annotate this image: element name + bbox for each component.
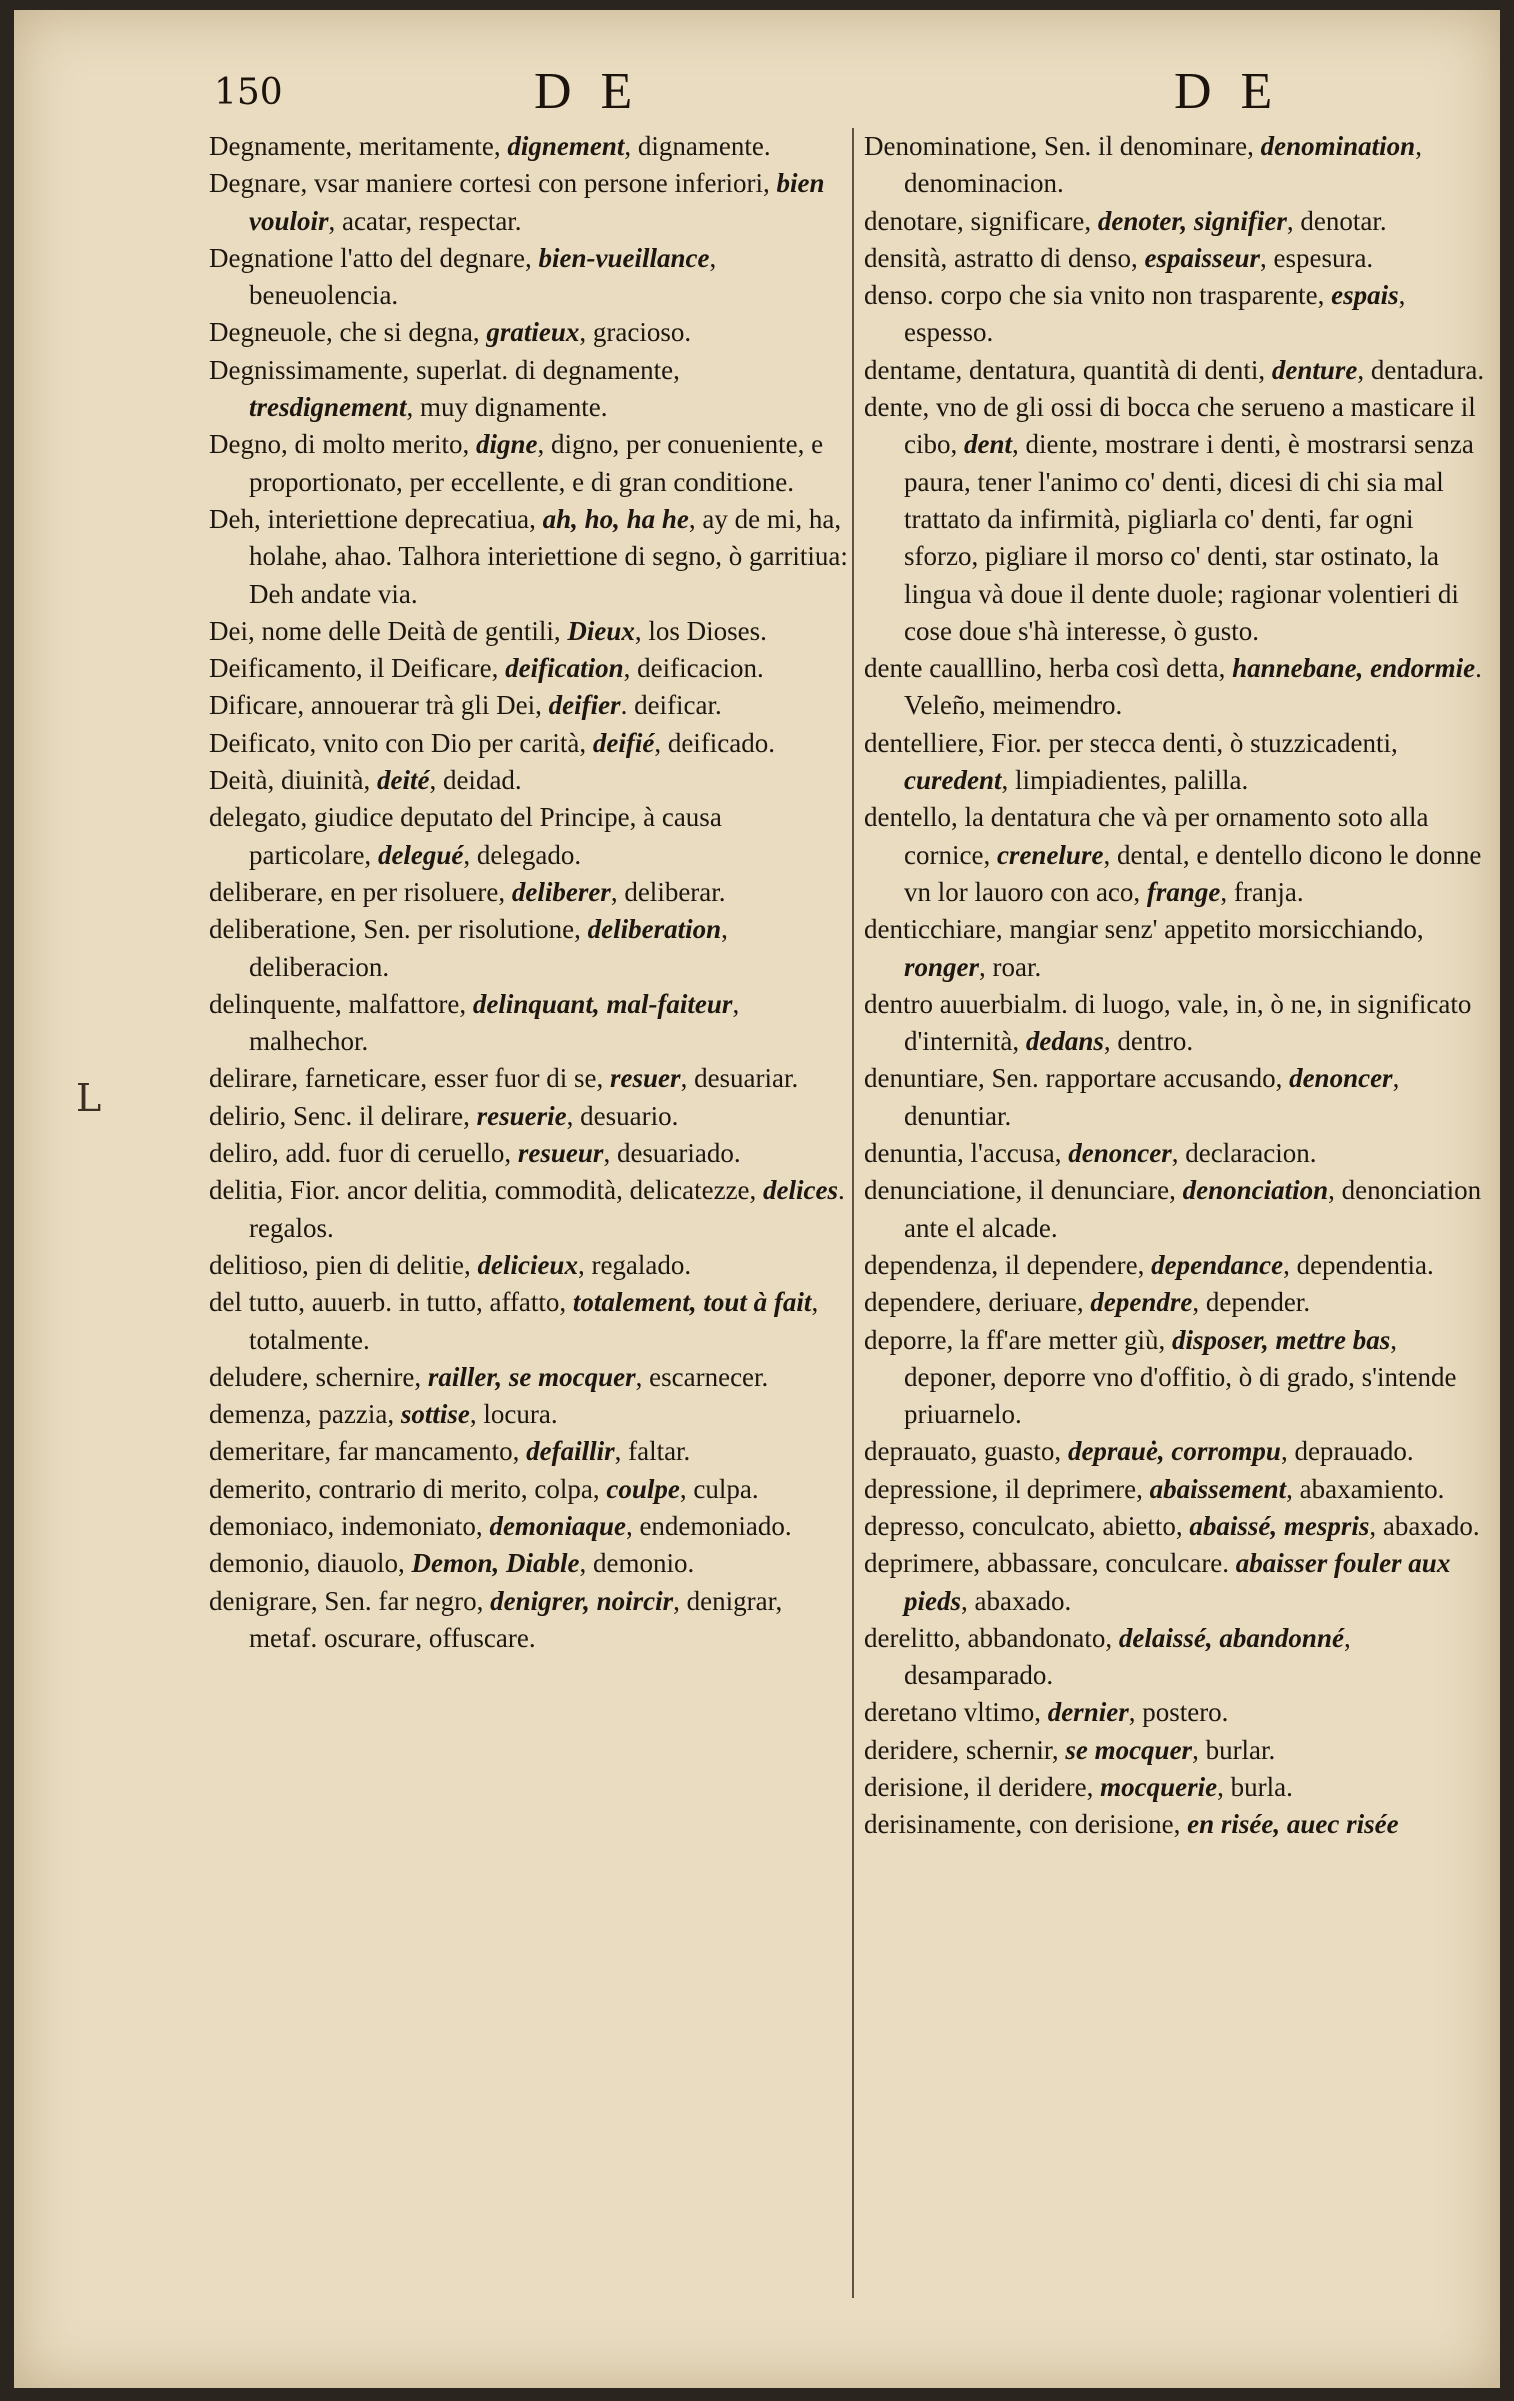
- dictionary-entry: [209, 799, 849, 874]
- french-equivalent: deifier: [548, 690, 621, 721]
- entry-text: , desuariar.: [680, 1063, 799, 1094]
- entry-text: , franja.: [1220, 876, 1304, 907]
- entry-text: , delegado.: [463, 839, 582, 870]
- entry-text: , deliberar.: [610, 876, 726, 907]
- entry-text: delitioso, pien di delitie,: [209, 1249, 478, 1280]
- french-equivalent: dignement: [507, 131, 625, 161]
- french-equivalent: dernier: [1047, 1697, 1129, 1728]
- dictionary-entry: [209, 1098, 849, 1135]
- dictionary-entry: [864, 389, 1494, 650]
- entry-text: demonio, diauolo,: [209, 1548, 412, 1579]
- entry-text: derisinamente, con derisione,: [864, 1809, 1188, 1840]
- entry-text: , deponer, deporre vno d'offitio, ò di grado, s'intende priuarnelo.: [904, 1324, 1457, 1430]
- dictionary-entry: [864, 1433, 1494, 1470]
- french-equivalent: delinquant, mal-faiteur: [472, 988, 733, 1019]
- entry-text: , malhechor.: [249, 988, 740, 1057]
- dictionary-entry: [864, 1620, 1494, 1695]
- dictionary-entry: [864, 986, 1494, 1061]
- entry-text: . deificar.: [620, 690, 722, 721]
- dictionary-entry: [864, 1545, 1494, 1620]
- dictionary-entry: [209, 613, 849, 650]
- entry-text: , endemoniado.: [625, 1510, 792, 1541]
- dictionary-entry: [864, 1247, 1494, 1284]
- french-equivalent: demoniaque: [489, 1510, 626, 1541]
- entry-text: , dentadura.: [1357, 354, 1485, 385]
- right-column: [864, 128, 1494, 1844]
- entry-text: Deificato, vnito con Dio per carità,: [209, 727, 593, 758]
- entry-text: , desuariado.: [603, 1138, 741, 1169]
- dictionary-entry: [209, 986, 849, 1061]
- entry-text: . Veleño, meimendro.: [904, 653, 1482, 721]
- entry-text: demenza, pazzia,: [209, 1399, 401, 1430]
- french-equivalent: delices: [763, 1175, 839, 1206]
- dictionary-entry: [209, 1471, 849, 1508]
- french-equivalent: en risée, auec risée: [1187, 1809, 1399, 1840]
- entry-text: Degnare, vsar maniere cortesi con persone inferiori,: [209, 168, 777, 199]
- dictionary-entry: [209, 501, 849, 613]
- dictionary-page: [14, 10, 1500, 2388]
- dictionary-entry: [864, 1769, 1494, 1806]
- entry-text: Denominatione, Sen. il denominare,: [864, 131, 1261, 161]
- entry-text: , locura.: [469, 1399, 558, 1430]
- french-equivalent: denigrer, noircir: [490, 1585, 674, 1616]
- entry-text: , roar.: [979, 951, 1042, 982]
- dictionary-entry: [209, 426, 849, 501]
- entry-text: , deliberacion.: [249, 914, 728, 982]
- entry-text: dentello, la dentatura che và per ornamento soto alla cornice,: [864, 802, 1429, 870]
- entry-text: deporre, la ff'are metter giù,: [864, 1324, 1172, 1355]
- entry-text: Deificamento, il Deificare,: [209, 653, 506, 684]
- french-equivalent: sottise: [400, 1399, 470, 1430]
- entry-text: derelitto, abbandonato,: [864, 1622, 1119, 1653]
- french-equivalent: resuerie: [476, 1100, 567, 1131]
- entry-text: , abaxado.: [1369, 1510, 1480, 1541]
- french-equivalent: deifié: [592, 727, 655, 758]
- french-equivalent: dependance: [1151, 1249, 1284, 1280]
- entry-text: dependenza, il dependere,: [864, 1249, 1152, 1280]
- entry-text: , beneuolencia.: [249, 242, 717, 311]
- dictionary-entry: [209, 1247, 849, 1284]
- entry-text: , deificado.: [654, 727, 776, 758]
- entry-text: , dentro.: [1103, 1026, 1194, 1057]
- entry-text: , diente, mostrare i denti, è mostrarsi senza paura, tener l'animo co' denti, dicesi di chi sia mal trattato da infirmità, pigliarla co' denti, far ogni sforzo, pigliare il morso co' denti, star ostinato, la lingua và doue il dente duole; ragionar volentieri di cose doue s'hà interesse, ò gusto.: [904, 429, 1474, 646]
- entry-text: , dignamente.: [624, 131, 771, 161]
- dictionary-entry: [209, 687, 849, 724]
- dictionary-entry: [864, 1471, 1494, 1508]
- french-equivalent: disposer, mettre bas: [1171, 1324, 1391, 1355]
- entry-text: densità, astratto di denso,: [864, 242, 1145, 273]
- french-equivalent: delaissé, abandonné: [1118, 1622, 1344, 1653]
- entry-text: , escarnecer.: [635, 1361, 769, 1392]
- french-equivalent: curedent: [904, 765, 1002, 796]
- entry-text: Degnissimamente, superlat. di degnamente,: [209, 354, 680, 385]
- entry-text: , limpiadientes, palilla.: [1001, 765, 1249, 796]
- entry-text: , burla.: [1217, 1772, 1293, 1803]
- entry-text: Degno, di molto merito,: [209, 429, 476, 460]
- french-equivalent: delicieux: [477, 1249, 578, 1280]
- french-equivalent: espaisseur: [1144, 242, 1260, 273]
- entry-text: denunciatione, il denunciare,: [864, 1175, 1183, 1206]
- dictionary-entry: [209, 1172, 849, 1247]
- french-equivalent: bien-vueillance: [538, 242, 710, 273]
- french-equivalent: abaissement: [1149, 1473, 1287, 1504]
- french-equivalent: gratieux: [486, 317, 580, 348]
- entry-text: derisione, il deridere,: [864, 1772, 1101, 1803]
- dictionary-entry: [209, 1583, 849, 1658]
- dictionary-entry: [209, 1135, 849, 1172]
- entry-text: Degnatione l'atto del degnare,: [209, 242, 539, 273]
- entry-text: , dependentia.: [1283, 1249, 1434, 1280]
- entry-text: denotare, significare,: [864, 205, 1098, 236]
- entry-text: Dei, nome delle Deità de gentili,: [209, 615, 568, 646]
- entry-text: depresso, conculcato, abietto,: [864, 1510, 1190, 1541]
- entry-text: , desamparado.: [904, 1622, 1351, 1691]
- entry-text: , digno, per conueniente, e proportionato, per eccellente, e di gran conditione.: [249, 429, 824, 497]
- entry-text: deliro, add. fuor di ceruello,: [209, 1138, 518, 1169]
- dictionary-entry: [209, 314, 849, 351]
- dictionary-entry: [209, 1284, 849, 1359]
- entry-text: delirio, Senc. il delirare,: [209, 1100, 477, 1131]
- french-equivalent: denomination: [1260, 131, 1416, 161]
- french-equivalent: deification: [505, 653, 624, 684]
- french-equivalent: denonciation: [1182, 1175, 1329, 1206]
- dictionary-entry: [864, 352, 1494, 389]
- french-equivalent: Demon, Diable: [411, 1548, 580, 1579]
- french-equivalent: ah, ho, ha he: [542, 503, 689, 534]
- entry-text: , los Dioses.: [634, 615, 767, 646]
- entry-text: , acatar, respectar.: [328, 205, 522, 236]
- entry-text: delirare, farneticare, esser fuor di se,: [209, 1063, 611, 1094]
- entry-text: , declaracion.: [1171, 1138, 1317, 1169]
- french-equivalent: coulpe: [606, 1473, 680, 1504]
- entry-text: , espesura.: [1259, 242, 1374, 273]
- margin-mark: L: [76, 1076, 102, 1120]
- entry-text: . regalos.: [249, 1175, 845, 1243]
- french-equivalent: bien vouloir: [249, 168, 825, 236]
- entry-text: , burlar.: [1192, 1734, 1276, 1765]
- entry-text: demerito, contrario di merito, colpa,: [209, 1473, 607, 1504]
- entry-text: , faltar.: [614, 1436, 691, 1467]
- entry-text: , totalmente.: [249, 1287, 819, 1355]
- entry-text: , deificacion.: [623, 653, 764, 684]
- entry-text: dentelliere, Fior. per stecca denti, ò stuzzicadenti,: [864, 727, 1398, 758]
- dictionary-entry: [864, 1322, 1494, 1434]
- entry-text: , denuntiar.: [904, 1063, 1400, 1131]
- entry-text: , demonio.: [579, 1548, 695, 1579]
- french-equivalent: espais: [1331, 280, 1399, 311]
- dictionary-entry: [864, 240, 1494, 277]
- dictionary-entry: [864, 1172, 1494, 1247]
- entry-text: Deità, diuinità,: [209, 765, 377, 796]
- entry-text: delegato, giudice deputato del Principe, à causa particolare,: [209, 802, 722, 870]
- entry-text: del tutto, auuerb. in tutto, affatto,: [209, 1287, 573, 1318]
- french-equivalent: tresdignement: [249, 392, 407, 423]
- entry-text: , gracioso.: [579, 317, 692, 348]
- french-equivalent: defaillir: [526, 1436, 615, 1467]
- dictionary-entry: [864, 1732, 1494, 1769]
- dictionary-entry: [864, 650, 1494, 725]
- dictionary-entry: [209, 1359, 849, 1396]
- entry-text: , desuario.: [566, 1100, 679, 1131]
- page-number: 150: [214, 72, 283, 113]
- dictionary-entry: [209, 725, 849, 762]
- entry-text: Degnamente, meritamente,: [209, 131, 508, 161]
- dictionary-entry: [209, 352, 849, 427]
- dictionary-entry: [864, 1806, 1494, 1843]
- dictionary-entry: [209, 1433, 849, 1470]
- entry-text: dente caualllino, herba così detta,: [864, 653, 1233, 684]
- entry-text: deliberare, en per risoluere,: [209, 876, 512, 907]
- entry-text: Degneuole, che si degna,: [209, 317, 487, 348]
- french-equivalent: dependre: [1090, 1287, 1193, 1318]
- entry-text: dependere, deriuare,: [864, 1287, 1091, 1318]
- dictionary-entry: [209, 1396, 849, 1433]
- entry-text: , deprauado.: [1280, 1436, 1414, 1467]
- entry-text: dentro auuerbialm. di luogo, vale, in, ò ne, in significato d'internità,: [864, 988, 1472, 1057]
- entry-text: delitia, Fior. ancor delitia, commodità, delicatezze,: [209, 1175, 764, 1206]
- entry-text: , denominacion.: [904, 131, 1422, 199]
- entry-text: depressione, il deprimere,: [864, 1473, 1150, 1504]
- dictionary-entry: [209, 911, 849, 986]
- dictionary-entry: [209, 1545, 849, 1582]
- french-equivalent: denoter, signifier: [1097, 205, 1287, 236]
- dictionary-entry: [209, 240, 849, 315]
- entry-text: denso. corpo che sia vnito non trasparente,: [864, 280, 1332, 311]
- entry-text: , regalado.: [577, 1249, 692, 1280]
- dictionary-entry: [209, 165, 849, 240]
- entry-text: , culpa.: [679, 1473, 759, 1504]
- entry-text: deprimere, abbassare, conculcare.: [864, 1548, 1236, 1579]
- dictionary-entry: [864, 128, 1494, 203]
- french-equivalent: Dieux: [567, 615, 635, 646]
- dictionary-entry: [209, 874, 849, 911]
- entry-text: delinquente, malfattore,: [209, 988, 473, 1019]
- entry-text: , denonciation ante el alcade.: [904, 1175, 1482, 1243]
- french-equivalent: delegué: [377, 839, 464, 870]
- french-equivalent: crenelure: [996, 839, 1104, 870]
- dictionary-entry: [864, 1508, 1494, 1545]
- entry-text: , ay de mi, ha, holahe, ahao. Talhora interiettione di segno, ò garritiua: Deh andate via.: [249, 503, 848, 609]
- entry-text: , deidad.: [429, 765, 522, 796]
- french-equivalent: deliberer: [511, 876, 611, 907]
- entry-text: deludere, schernire,: [209, 1361, 428, 1392]
- french-equivalent: deliberation: [587, 914, 722, 945]
- entry-text: , dental, e dentello dicono le donne vn lor lauoro con aco,: [904, 839, 1482, 907]
- french-equivalent: frange: [1146, 876, 1221, 907]
- dictionary-entry: [209, 762, 849, 799]
- left-column: [209, 128, 849, 1657]
- entry-text: , muy dignamente.: [406, 392, 608, 423]
- entry-text: dentame, dentatura, quantità di denti,: [864, 354, 1272, 385]
- dictionary-entry: [864, 1135, 1494, 1172]
- french-equivalent: denoncer: [1068, 1138, 1172, 1169]
- dictionary-entry: [864, 911, 1494, 986]
- entry-text: dente, vno de gli ossi di bocca che serueno a masticare il cibo,: [864, 392, 1476, 460]
- dictionary-entry: [209, 1060, 849, 1097]
- entry-text: deliberatione, Sen. per risolutione,: [209, 914, 588, 945]
- running-head-right: D E: [1174, 63, 1281, 120]
- column-divider: [852, 128, 854, 2298]
- entry-text: , postero.: [1128, 1697, 1229, 1728]
- dictionary-entry: [864, 1694, 1494, 1731]
- entry-text: , abaxamiento.: [1286, 1473, 1445, 1504]
- entry-text: , denigrar, metaf. oscurare, offuscare.: [249, 1585, 783, 1653]
- french-equivalent: abaisser fouler aux pieds: [904, 1548, 1451, 1616]
- entry-text: , abaxado.: [961, 1585, 1072, 1616]
- entry-text: Dificare, annouerar trà gli Dei,: [209, 690, 549, 721]
- french-equivalent: railler, se mocquer: [427, 1361, 636, 1392]
- entry-text: denuntia, l'accusa,: [864, 1138, 1069, 1169]
- french-equivalent: hannebane, endormie: [1232, 653, 1476, 684]
- dictionary-entry: [864, 277, 1494, 352]
- french-equivalent: denoncer: [1289, 1063, 1393, 1094]
- entry-text: , depender.: [1192, 1287, 1311, 1318]
- entry-text: denuntiare, Sen. rapportare accusando,: [864, 1063, 1290, 1094]
- french-equivalent: totalement, tout à fait: [572, 1287, 812, 1318]
- french-equivalent: abaissé, mespris: [1189, 1510, 1370, 1541]
- entry-text: denigrare, Sen. far negro,: [209, 1585, 491, 1616]
- french-equivalent: denture: [1271, 354, 1358, 385]
- french-equivalent: deprauė, corrompu: [1067, 1436, 1281, 1467]
- dictionary-entry: [209, 1508, 849, 1545]
- entry-text: deridere, schernir,: [864, 1734, 1066, 1765]
- entry-text: demoniaco, indemoniato,: [209, 1510, 490, 1541]
- dictionary-entry: [864, 725, 1494, 800]
- entry-text: , denotar.: [1286, 205, 1387, 236]
- french-equivalent: deité: [376, 765, 430, 796]
- french-equivalent: mocquerie: [1100, 1772, 1218, 1803]
- entry-text: denticchiare, mangiar senz' appetito morsicchiando,: [864, 914, 1424, 945]
- french-equivalent: se mocquer: [1065, 1734, 1193, 1765]
- dictionary-entry: [864, 1284, 1494, 1321]
- dictionary-entry: [209, 128, 849, 165]
- running-head-left: D E: [534, 63, 641, 120]
- page-header: [14, 62, 1500, 122]
- french-equivalent: digne: [475, 429, 538, 460]
- french-equivalent: resueur: [517, 1138, 604, 1169]
- dictionary-entry: [864, 799, 1494, 911]
- dictionary-entry: [209, 650, 849, 687]
- french-equivalent: resuer: [610, 1063, 681, 1094]
- dictionary-entry: [864, 1060, 1494, 1135]
- entry-text: demeritare, far mancamento,: [209, 1436, 527, 1467]
- dictionary-entry: [864, 203, 1494, 240]
- entry-text: Deh, interiettione deprecatiua,: [209, 503, 543, 534]
- french-equivalent: ronger: [904, 951, 980, 982]
- french-equivalent: dent: [964, 429, 1013, 460]
- entry-text: deprauato, guasto,: [864, 1436, 1068, 1467]
- entry-text: , espesso.: [904, 280, 1406, 348]
- entry-text: deretano vltimo,: [864, 1697, 1048, 1728]
- french-equivalent: dedans: [1025, 1026, 1104, 1057]
